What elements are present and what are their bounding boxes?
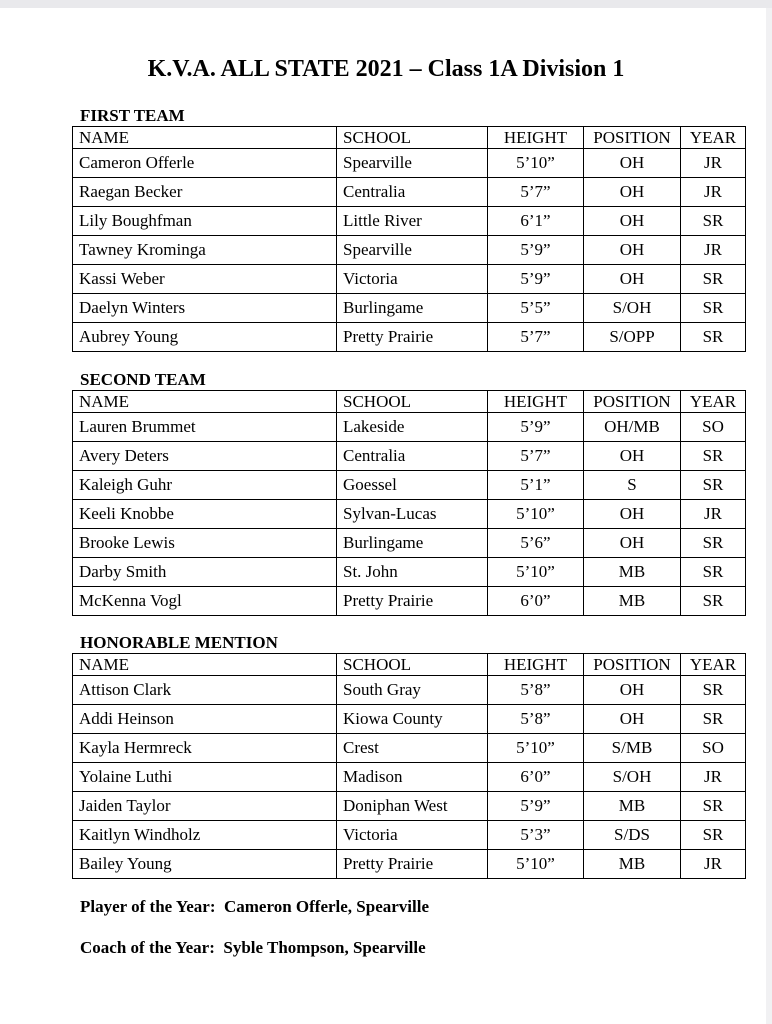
player-year: JR — [681, 236, 746, 265]
table-row — [73, 442, 746, 471]
table-header-row — [73, 654, 746, 676]
player-position: OH — [584, 529, 681, 558]
table-row — [73, 236, 746, 265]
player-position: MB — [584, 850, 681, 879]
table-row — [73, 558, 746, 587]
table-row — [73, 294, 746, 323]
column-header-school: SCHOOL — [337, 654, 488, 676]
player-year: SR — [681, 587, 746, 616]
table-row — [73, 323, 746, 352]
column-header-name: NAME — [73, 654, 337, 676]
player-height: 5’8” — [488, 676, 584, 705]
player-height: 5’9” — [488, 413, 584, 442]
table-row — [73, 676, 746, 705]
player-school: Pretty Prairie — [337, 587, 488, 616]
player-year: SR — [681, 792, 746, 821]
column-header-year: YEAR — [681, 654, 746, 676]
player-height: 5’8” — [488, 705, 584, 734]
player-position: OH — [584, 442, 681, 471]
table-row — [73, 529, 746, 558]
player-height: 5’5” — [488, 294, 584, 323]
player-year: JR — [681, 500, 746, 529]
player-year: SR — [681, 676, 746, 705]
player-name: Kaleigh Guhr — [73, 471, 337, 500]
player-name: Cameron Offerle — [73, 149, 337, 178]
player-year: SR — [681, 821, 746, 850]
column-header-year: YEAR — [681, 391, 746, 413]
second-team-heading: SECOND TEAM — [80, 370, 206, 389]
player-name: Lauren Brummet — [73, 413, 337, 442]
table-row — [73, 792, 746, 821]
player-name: Jaiden Taylor — [73, 792, 337, 821]
player-name: Yolaine Luthi — [73, 763, 337, 792]
player-position: MB — [584, 587, 681, 616]
player-name: Kaitlyn Windholz — [73, 821, 337, 850]
player-school: Sylvan-Lucas — [337, 500, 488, 529]
player-height: 5’10” — [488, 734, 584, 763]
player-height: 5’6” — [488, 529, 584, 558]
player-position: OH — [584, 178, 681, 207]
player-position: OH — [584, 676, 681, 705]
table-row — [73, 471, 746, 500]
column-header-name: NAME — [73, 127, 337, 149]
player-year: SR — [681, 705, 746, 734]
player-year: SR — [681, 207, 746, 236]
viewer-top-bar — [0, 0, 772, 8]
player-school: Burlingame — [337, 529, 488, 558]
player-name: Keeli Knobbe — [73, 500, 337, 529]
player-school: Victoria — [337, 821, 488, 850]
column-header-position: POSITION — [584, 391, 681, 413]
player-height: 5’7” — [488, 323, 584, 352]
column-header-year: YEAR — [681, 127, 746, 149]
player-school: Kiowa County — [337, 705, 488, 734]
player-name: Tawney Krominga — [73, 236, 337, 265]
table-row — [73, 265, 746, 294]
player-name: Darby Smith — [73, 558, 337, 587]
player-year: SR — [681, 323, 746, 352]
player-school: Doniphan West — [337, 792, 488, 821]
player-position: OH/MB — [584, 413, 681, 442]
table-row — [73, 207, 746, 236]
table-row — [73, 149, 746, 178]
player-school: Spearville — [337, 236, 488, 265]
player-name: Daelyn Winters — [73, 294, 337, 323]
table-header-row — [73, 127, 746, 149]
player-name: Attison Clark — [73, 676, 337, 705]
column-header-position: POSITION — [584, 654, 681, 676]
column-header-height: HEIGHT — [488, 654, 584, 676]
player-height: 6’1” — [488, 207, 584, 236]
player-name: Avery Deters — [73, 442, 337, 471]
player-name: Raegan Becker — [73, 178, 337, 207]
player-of-the-year: Player of the Year: Cameron Offerle, Spearville — [80, 897, 430, 916]
player-name: Kayla Hermreck — [73, 734, 337, 763]
player-height: 5’10” — [488, 850, 584, 879]
player-position: OH — [584, 265, 681, 294]
player-position: MB — [584, 792, 681, 821]
player-year: SR — [681, 471, 746, 500]
player-position: S — [584, 471, 681, 500]
player-year: JR — [681, 149, 746, 178]
player-height: 5’7” — [488, 442, 584, 471]
player-school: Spearville — [337, 149, 488, 178]
first-team-table — [72, 126, 746, 352]
player-position: S/OH — [584, 763, 681, 792]
player-school: Lakeside — [337, 413, 488, 442]
player-name: Lily Boughfman — [73, 207, 337, 236]
player-height: 5’9” — [488, 792, 584, 821]
table-row — [73, 500, 746, 529]
player-year: SR — [681, 294, 746, 323]
player-year: SR — [681, 442, 746, 471]
player-position: OH — [584, 149, 681, 178]
player-name: McKenna Vogl — [73, 587, 337, 616]
player-name: Bailey Young — [73, 850, 337, 879]
player-height: 5’10” — [488, 500, 584, 529]
player-position: S/OPP — [584, 323, 681, 352]
player-school: Victoria — [337, 265, 488, 294]
player-height: 5’10” — [488, 558, 584, 587]
player-height: 5’10” — [488, 149, 584, 178]
table-row — [73, 705, 746, 734]
player-school: Goessel — [337, 471, 488, 500]
column-header-position: POSITION — [584, 127, 681, 149]
player-name: Addi Heinson — [73, 705, 337, 734]
table-row — [73, 821, 746, 850]
honorable-mention-table — [72, 653, 746, 879]
player-year: SR — [681, 558, 746, 587]
player-position: S/OH — [584, 294, 681, 323]
page-title: K.V.A. ALL STATE 2021 – Class 1A Division 1 — [147, 56, 625, 82]
player-school: Little River — [337, 207, 488, 236]
player-height: 5’7” — [488, 178, 584, 207]
player-year: JR — [681, 178, 746, 207]
table-row — [73, 178, 746, 207]
honorable-mention-heading: HONORABLE MENTION — [80, 633, 278, 652]
column-header-school: SCHOOL — [337, 391, 488, 413]
player-height: 5’9” — [488, 265, 584, 294]
player-school: Burlingame — [337, 294, 488, 323]
player-year: JR — [681, 763, 746, 792]
column-header-school: SCHOOL — [337, 127, 488, 149]
player-year: SR — [681, 529, 746, 558]
player-school: Centralia — [337, 442, 488, 471]
table-row — [73, 734, 746, 763]
first-team-heading: FIRST TEAM — [80, 106, 185, 125]
player-school: Madison — [337, 763, 488, 792]
column-header-height: HEIGHT — [488, 127, 584, 149]
table-row — [73, 850, 746, 879]
player-height: 5’9” — [488, 236, 584, 265]
player-school: South Gray — [337, 676, 488, 705]
table-row — [73, 763, 746, 792]
player-school: Pretty Prairie — [337, 850, 488, 879]
table-row — [73, 587, 746, 616]
player-school: Pretty Prairie — [337, 323, 488, 352]
player-school: Crest — [337, 734, 488, 763]
table-header-row — [73, 391, 746, 413]
second-team-table — [72, 390, 746, 616]
player-name: Aubrey Young — [73, 323, 337, 352]
player-school: Centralia — [337, 178, 488, 207]
player-position: OH — [584, 207, 681, 236]
player-position: S/DS — [584, 821, 681, 850]
player-year: SO — [681, 734, 746, 763]
player-position: OH — [584, 705, 681, 734]
player-position: OH — [584, 236, 681, 265]
player-year: SO — [681, 413, 746, 442]
player-height: 6’0” — [488, 587, 584, 616]
table-row — [73, 413, 746, 442]
player-height: 5’1” — [488, 471, 584, 500]
player-position: MB — [584, 558, 681, 587]
player-school: St. John — [337, 558, 488, 587]
player-height: 6’0” — [488, 763, 584, 792]
column-header-name: NAME — [73, 391, 337, 413]
player-position: OH — [584, 500, 681, 529]
coach-of-the-year: Coach of the Year: Syble Thompson, Spearville — [80, 938, 426, 957]
player-name: Brooke Lewis — [73, 529, 337, 558]
player-name: Kassi Weber — [73, 265, 337, 294]
player-height: 5’3” — [488, 821, 584, 850]
player-year: SR — [681, 265, 746, 294]
player-position: S/MB — [584, 734, 681, 763]
player-year: JR — [681, 850, 746, 879]
column-header-height: HEIGHT — [488, 391, 584, 413]
